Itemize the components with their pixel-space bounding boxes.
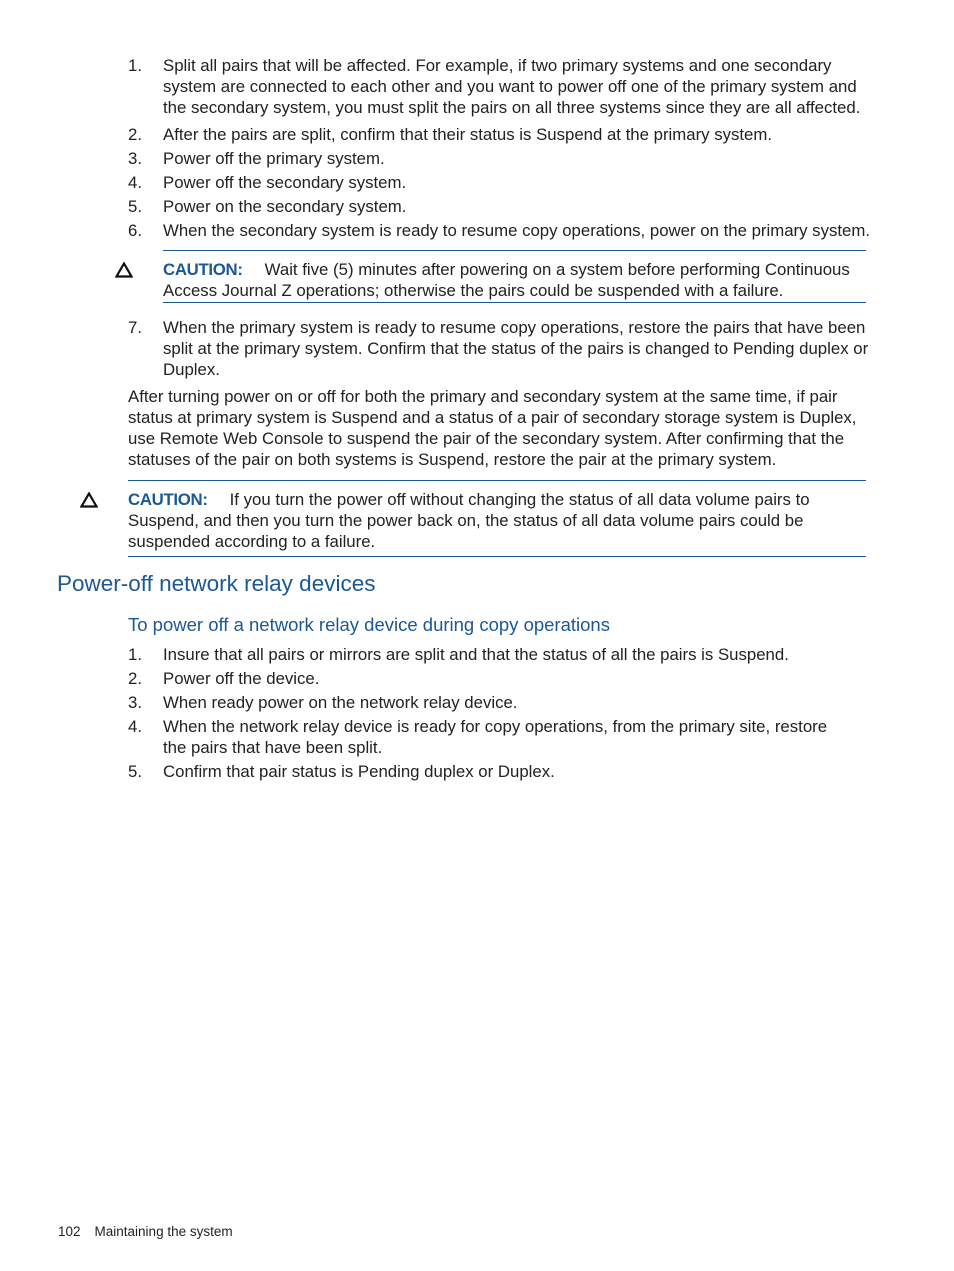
step-number: 7. bbox=[128, 318, 142, 337]
caution-text: Wait five (5) minutes after powering on a system before performing Continuous Access Journal Z operations; otherwise the pairs could be suspended with a failure. bbox=[163, 260, 850, 300]
relay-device-steps-list bbox=[0, 644, 954, 782]
step-number: 1. bbox=[128, 56, 142, 75]
list-item bbox=[0, 196, 954, 217]
procedure-heading: To power off a network relay device during copy operations bbox=[128, 614, 610, 635]
step-text: When the network relay device is ready for copy operations, from the primary site, restore the pairs that have been split. bbox=[163, 717, 828, 757]
list-item bbox=[0, 716, 954, 758]
list-item bbox=[0, 124, 954, 145]
step-text: When the primary system is ready to resume copy operations, restore the pairs that have been split at the primary system. Confirm that the status of the pairs is changed to Pending duplex or Duplex. bbox=[163, 318, 869, 379]
caution-note bbox=[128, 480, 866, 557]
list-item bbox=[0, 317, 954, 380]
caution-triangle-icon bbox=[80, 492, 98, 508]
step-text: Power on the secondary system. bbox=[163, 197, 407, 216]
procedure-steps-list bbox=[0, 55, 954, 241]
step-text: Insure that all pairs or mirrors are split and that the status of all the pairs is Suspend. bbox=[163, 645, 789, 664]
step-number: 4. bbox=[128, 717, 142, 736]
page-number: 102 bbox=[58, 1224, 81, 1239]
step-number: 2. bbox=[128, 669, 142, 688]
list-item bbox=[0, 220, 954, 241]
list-item bbox=[0, 692, 954, 713]
list-item bbox=[0, 644, 954, 665]
step-text: Split all pairs that will be affected. For example, if two primary systems and one secondary system are connected to each other and you want to power off one of the primary system and the secondary system, you must split the pairs on all three systems since they are all affected. bbox=[163, 56, 861, 117]
list-item bbox=[0, 148, 954, 169]
step-text: When the secondary system is ready to resume copy operations, power on the primary system. bbox=[163, 221, 870, 240]
list-item bbox=[0, 172, 954, 193]
caution-text: If you turn the power off without changing the status of all data volume pairs to Suspend, and then you turn the power back on, the status of all data volume pairs could be suspended according to a failure. bbox=[128, 490, 810, 551]
list-item bbox=[0, 55, 954, 121]
caution-label: CAUTION: bbox=[128, 490, 208, 509]
caution-note bbox=[163, 250, 866, 303]
step-number: 5. bbox=[128, 197, 142, 216]
section-heading: Power-off network relay devices bbox=[57, 571, 376, 596]
step-number: 3. bbox=[128, 693, 142, 712]
step-text: Power off the device. bbox=[163, 669, 320, 688]
step-number: 6. bbox=[128, 221, 142, 240]
list-item bbox=[0, 761, 954, 782]
list-item bbox=[0, 668, 954, 689]
step-text: Power off the primary system. bbox=[163, 149, 385, 168]
caution-label: CAUTION: bbox=[163, 260, 243, 279]
page-footer bbox=[58, 1223, 233, 1241]
footer-section-title: Maintaining the system bbox=[94, 1224, 233, 1239]
step-number: 4. bbox=[128, 173, 142, 192]
step-number: 2. bbox=[128, 125, 142, 144]
step-text: After the pairs are split, confirm that their status is Suspend at the primary system. bbox=[163, 125, 773, 144]
step-text: Confirm that pair status is Pending duplex or Duplex. bbox=[163, 762, 555, 781]
step-text: When ready power on the network relay device. bbox=[163, 693, 518, 712]
step-number: 3. bbox=[128, 149, 142, 168]
procedure-steps-list-continued bbox=[0, 317, 954, 380]
step-number: 5. bbox=[128, 762, 142, 781]
step-number: 1. bbox=[128, 645, 142, 664]
caution-triangle-icon bbox=[115, 262, 133, 278]
body-paragraph: After turning power on or off for both the primary and secondary system at the same time, if pair status at primary system is Suspend and a status of a pair of secondary storage system is Duplex, use Remote Web Console to suspend the pair of the secondary system. After confirming that the statuses of the pair on both systems is Suspend, restore the pair at the primary system. bbox=[128, 387, 857, 469]
step-text: Power off the secondary system. bbox=[163, 173, 407, 192]
